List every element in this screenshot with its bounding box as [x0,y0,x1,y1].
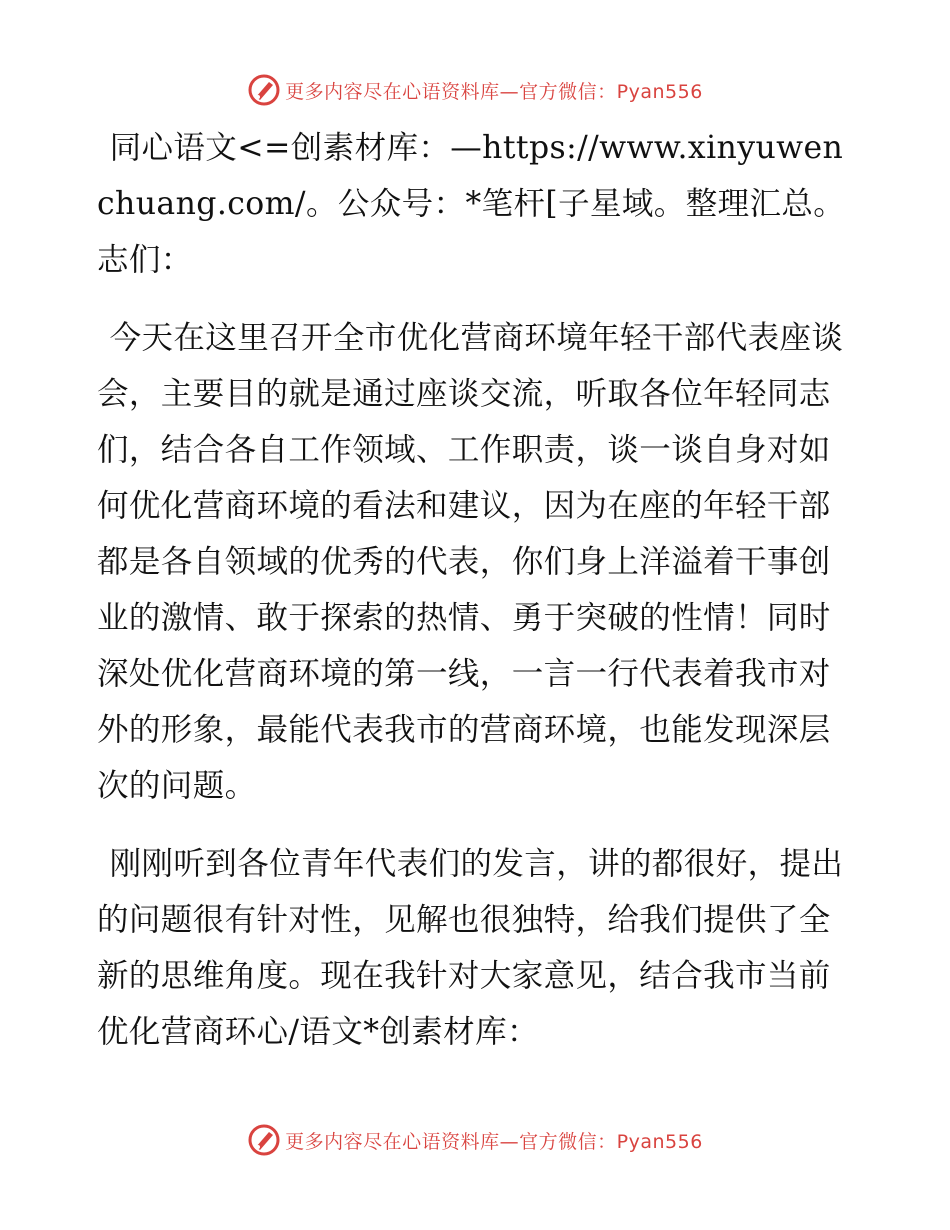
pen-logo-icon [247,1123,281,1157]
watermark-cn: 更多内容尽在心语资料库—官方微信： [285,1130,617,1153]
header-watermark [0,70,950,110]
watermark-text [285,1127,703,1154]
watermark-handle: Pyan556 [616,80,703,103]
paragraph-1: 同心语文<=创素材库：—https://www.xinyuwenchuang.com/。公众号：*笔杆[子星域。整理汇总。志们： [97,130,846,278]
paragraph-3: 刚刚听到各位青年代表们的发言，讲的都很好，提出的问题很有针对性，见解也很独特，给我们提供了全新的思维角度。现在我针对大家意见，结合我市当前优化营商环心/语文*创素材库： [97,846,844,1050]
pen-logo-icon [247,73,281,107]
watermark-handle: Pyan556 [616,1130,703,1153]
paragraph-2: 今天在这里召开全市优化营商环境年轻干部代表座谈会，主要目的就是通过座谈交流，听取各位年轻同志们，结合各自工作领域、工作职责，谈一谈自身对如何优化营商环境的看法和建议，因为在座的年轻干部都是各自领域的优秀的代表，你们身上洋溢着干事创业的激情、敢于探索的热情、勇于突破的性情！同时深处优化营商环境的第一线，一言一行代表着我市对外的形象，最能代表我市的营商环境，也能发现深层次的问题。 [97,320,844,804]
document-body [97,120,857,1082]
watermark-text [285,77,703,104]
footer-watermark [0,1120,950,1160]
watermark-cn: 更多内容尽在心语资料库—官方微信： [285,80,617,103]
